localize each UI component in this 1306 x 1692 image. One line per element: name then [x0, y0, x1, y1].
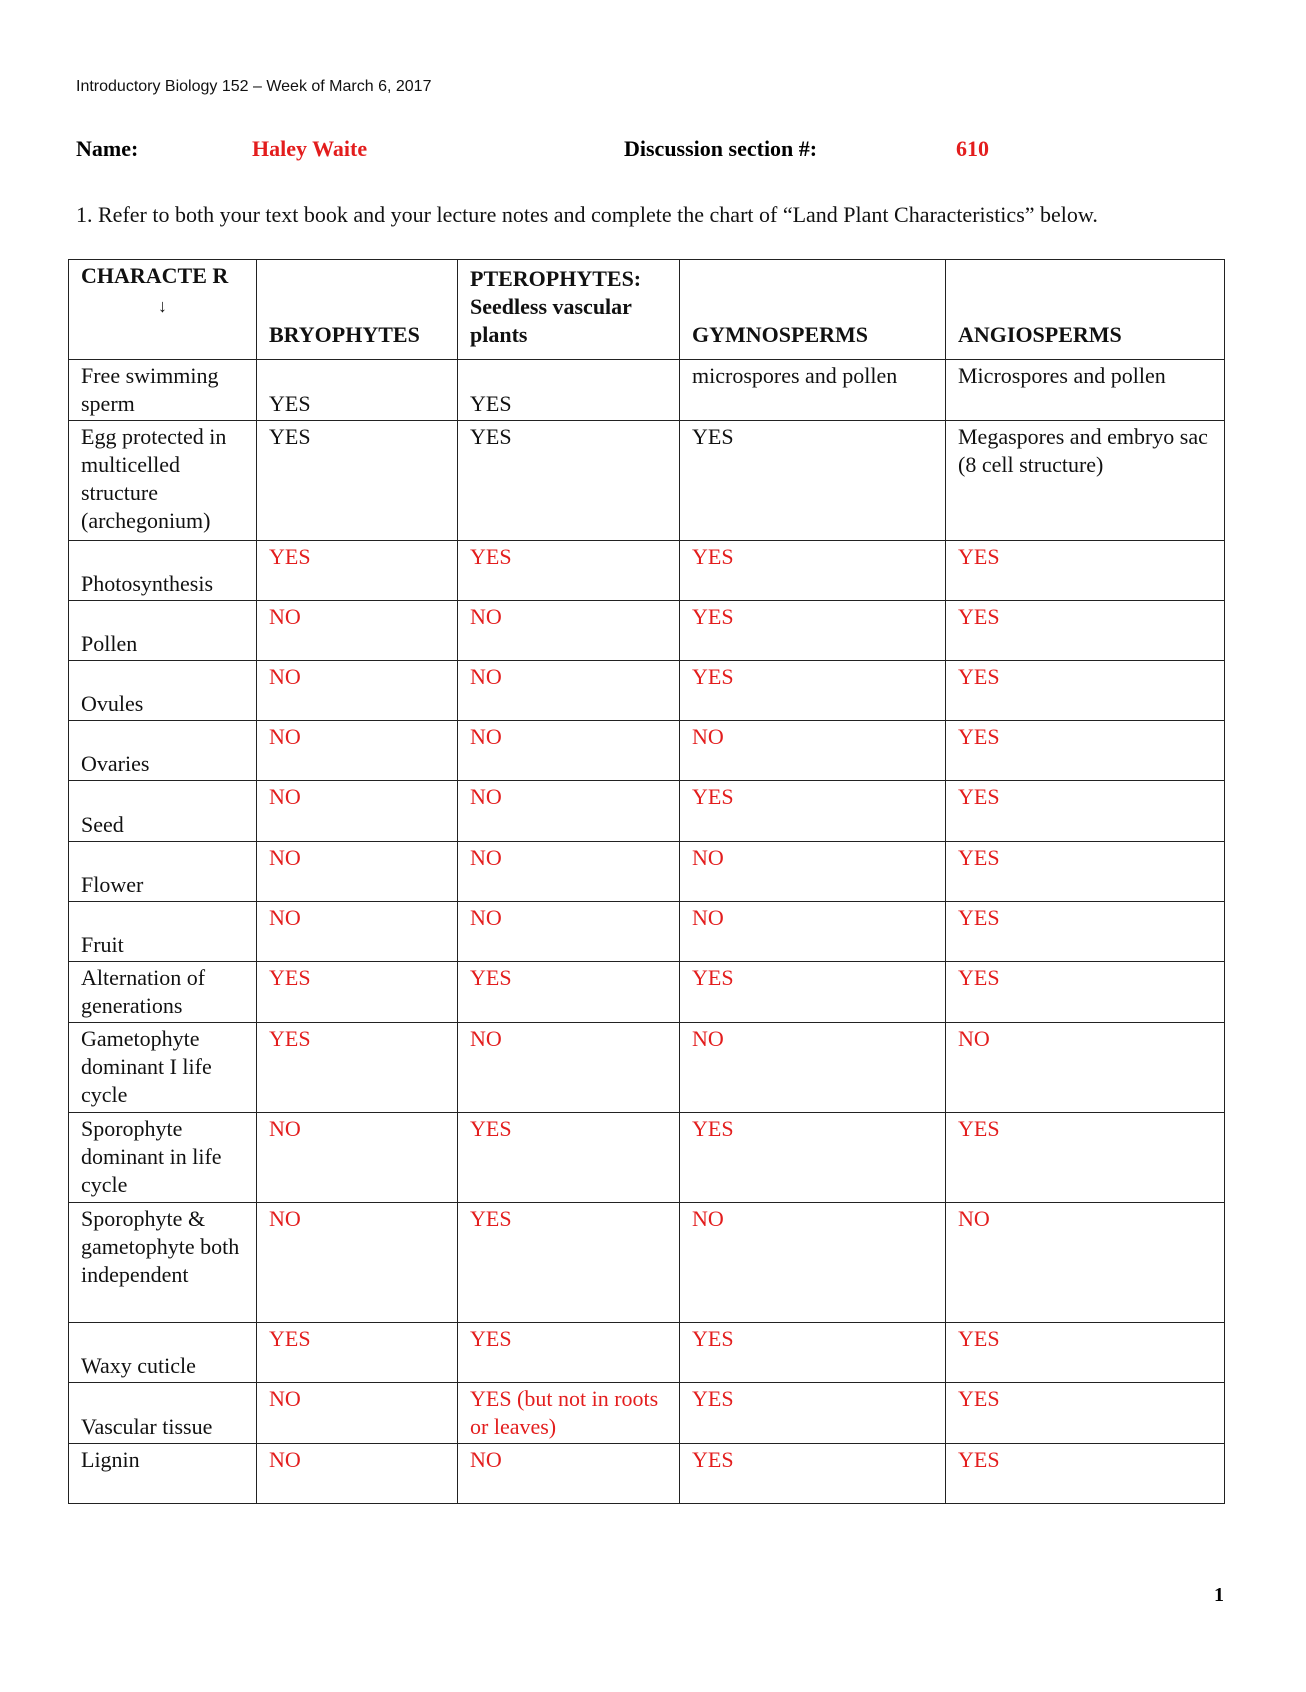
table-row: [69, 781, 1225, 842]
value-cell-pterophytes: NO: [458, 601, 680, 661]
header-pterophytes: PTEROPHYTES: Seedless vascular plants: [458, 260, 680, 360]
character-cell: Seed: [69, 781, 257, 842]
character-cell: Gametophyte dominant I life cycle: [69, 1023, 257, 1113]
table-row: [69, 601, 1225, 661]
table-row: [69, 721, 1225, 781]
down-arrow-icon: ↓: [158, 296, 167, 316]
value-cell-angiosperms: YES: [946, 541, 1225, 601]
value-cell-angiosperms: YES: [946, 902, 1225, 962]
value-cell-pterophytes: NO: [458, 781, 680, 842]
value-cell-gymnosperms: YES: [680, 1113, 946, 1203]
value-cell-pterophytes: YES: [458, 360, 680, 421]
value-cell-angiosperms: YES: [946, 721, 1225, 781]
value-cell-angiosperms: YES: [946, 962, 1225, 1023]
value-cell-gymnosperms: YES: [680, 661, 946, 721]
student-name: Haley Waite: [252, 136, 368, 161]
value-cell-bryophytes: YES: [257, 962, 458, 1023]
value-cell-bryophytes: NO: [257, 1203, 458, 1323]
value-cell-bryophytes: YES: [257, 1323, 458, 1383]
value-cell-gymnosperms: NO: [680, 721, 946, 781]
section-label: Discussion section #:: [624, 136, 818, 161]
table-row: [69, 541, 1225, 601]
value-cell-gymnosperms: YES: [680, 1323, 946, 1383]
value-cell-bryophytes: NO: [257, 1383, 458, 1444]
value-cell-bryophytes: NO: [257, 1113, 458, 1203]
character-cell: Vascular tissue: [69, 1383, 257, 1444]
name-label: Name:: [76, 136, 139, 161]
value-cell-gymnosperms: NO: [680, 1023, 946, 1113]
value-cell-bryophytes: NO: [257, 902, 458, 962]
value-cell-pterophytes: NO: [458, 1023, 680, 1113]
value-cell-pterophytes: YES: [458, 962, 680, 1023]
character-cell: Fruit: [69, 902, 257, 962]
value-cell-gymnosperms: YES: [680, 421, 946, 541]
land-plant-characteristics-table: [68, 259, 1225, 1504]
value-cell-angiosperms: NO: [946, 1023, 1225, 1113]
value-cell-pterophytes: NO: [458, 661, 680, 721]
table-row: [69, 842, 1225, 902]
table-row: [69, 1444, 1225, 1504]
value-cell-gymnosperms: YES: [680, 962, 946, 1023]
character-cell: Ovaries: [69, 721, 257, 781]
value-cell-pterophytes: NO: [458, 1444, 680, 1504]
value-cell-pterophytes: YES: [458, 1323, 680, 1383]
table-row: [69, 1023, 1225, 1113]
value-cell-bryophytes: NO: [257, 601, 458, 661]
value-cell-pterophytes: NO: [458, 721, 680, 781]
course-header: Introductory Biology 152 – Week of March 6, 2017: [76, 78, 432, 95]
value-cell-gymnosperms: NO: [680, 1203, 946, 1323]
character-cell: Alternation of generations: [69, 962, 257, 1023]
value-cell-bryophytes: NO: [257, 721, 458, 781]
table-row: [69, 1323, 1225, 1383]
value-cell-pterophytes: YES: [458, 541, 680, 601]
table-row: [69, 1383, 1225, 1444]
value-cell-gymnosperms: microspores and pollen: [680, 360, 946, 421]
character-cell: Lignin: [69, 1444, 257, 1504]
value-cell-angiosperms: Microspores and pollen: [946, 360, 1225, 421]
value-cell-pterophytes: YES: [458, 1113, 680, 1203]
value-cell-gymnosperms: YES: [680, 1383, 946, 1444]
table-row: [69, 421, 1225, 541]
value-cell-pterophytes: YES: [458, 421, 680, 541]
value-cell-pterophytes: YES: [458, 1203, 680, 1323]
value-cell-angiosperms: YES: [946, 842, 1225, 902]
value-cell-bryophytes: NO: [257, 661, 458, 721]
character-cell: Pollen: [69, 601, 257, 661]
section-number: 610: [956, 136, 989, 161]
character-cell: Sporophyte & gametophyte both independent: [69, 1203, 257, 1323]
value-cell-angiosperms: Megaspores and embryo sac (8 cell structure): [946, 421, 1225, 541]
value-cell-angiosperms: YES: [946, 1383, 1225, 1444]
value-cell-gymnosperms: YES: [680, 781, 946, 842]
value-cell-angiosperms: YES: [946, 1323, 1225, 1383]
value-cell-angiosperms: YES: [946, 661, 1225, 721]
header-character: [69, 260, 257, 360]
header-bryophytes: BRYOPHYTES: [257, 260, 458, 360]
value-cell-gymnosperms: YES: [680, 541, 946, 601]
character-cell: Egg protected in multicelled structure (archegonium): [69, 421, 257, 541]
table-row: [69, 661, 1225, 721]
character-cell: Free swimming sperm: [69, 360, 257, 421]
value-cell-gymnosperms: YES: [680, 1444, 946, 1504]
value-cell-bryophytes: YES: [257, 421, 458, 541]
page-number: 1: [1214, 1584, 1224, 1606]
character-cell: Sporophyte dominant in life cycle: [69, 1113, 257, 1203]
value-cell-angiosperms: YES: [946, 1444, 1225, 1504]
value-cell-gymnosperms: NO: [680, 842, 946, 902]
value-cell-bryophytes: NO: [257, 781, 458, 842]
value-cell-bryophytes: YES: [257, 1023, 458, 1113]
value-cell-angiosperms: YES: [946, 1113, 1225, 1203]
table-row: [69, 1203, 1225, 1323]
header-angiosperms: ANGIOSPERMS: [946, 260, 1225, 360]
table-row: [69, 360, 1225, 421]
student-info-row: [76, 136, 1236, 166]
value-cell-pterophytes: NO: [458, 842, 680, 902]
value-cell-pterophytes: NO: [458, 902, 680, 962]
value-cell-angiosperms: YES: [946, 601, 1225, 661]
value-cell-bryophytes: NO: [257, 842, 458, 902]
value-cell-gymnosperms: NO: [680, 902, 946, 962]
table-row: [69, 902, 1225, 962]
value-cell-angiosperms: NO: [946, 1203, 1225, 1323]
table-row: [69, 962, 1225, 1023]
value-cell-bryophytes: YES: [257, 360, 458, 421]
character-cell: Flower: [69, 842, 257, 902]
header-gymnosperms: GYMNOSPERMS: [680, 260, 946, 360]
value-cell-bryophytes: YES: [257, 541, 458, 601]
value-cell-bryophytes: NO: [257, 1444, 458, 1504]
character-cell: Ovules: [69, 661, 257, 721]
value-cell-gymnosperms: YES: [680, 601, 946, 661]
character-cell: Waxy cuticle: [69, 1323, 257, 1383]
table-row: [69, 1113, 1225, 1203]
value-cell-angiosperms: YES: [946, 781, 1225, 842]
header-character-label: CHARACTE R: [81, 263, 229, 288]
value-cell-pterophytes: YES (but not in roots or leaves): [458, 1383, 680, 1444]
instructions: 1. Refer to both your text book and your lecture notes and complete the chart of “Land Plant Characteristics” below.: [76, 202, 1098, 227]
table-header-row: [69, 260, 1225, 360]
character-cell: Photosynthesis: [69, 541, 257, 601]
